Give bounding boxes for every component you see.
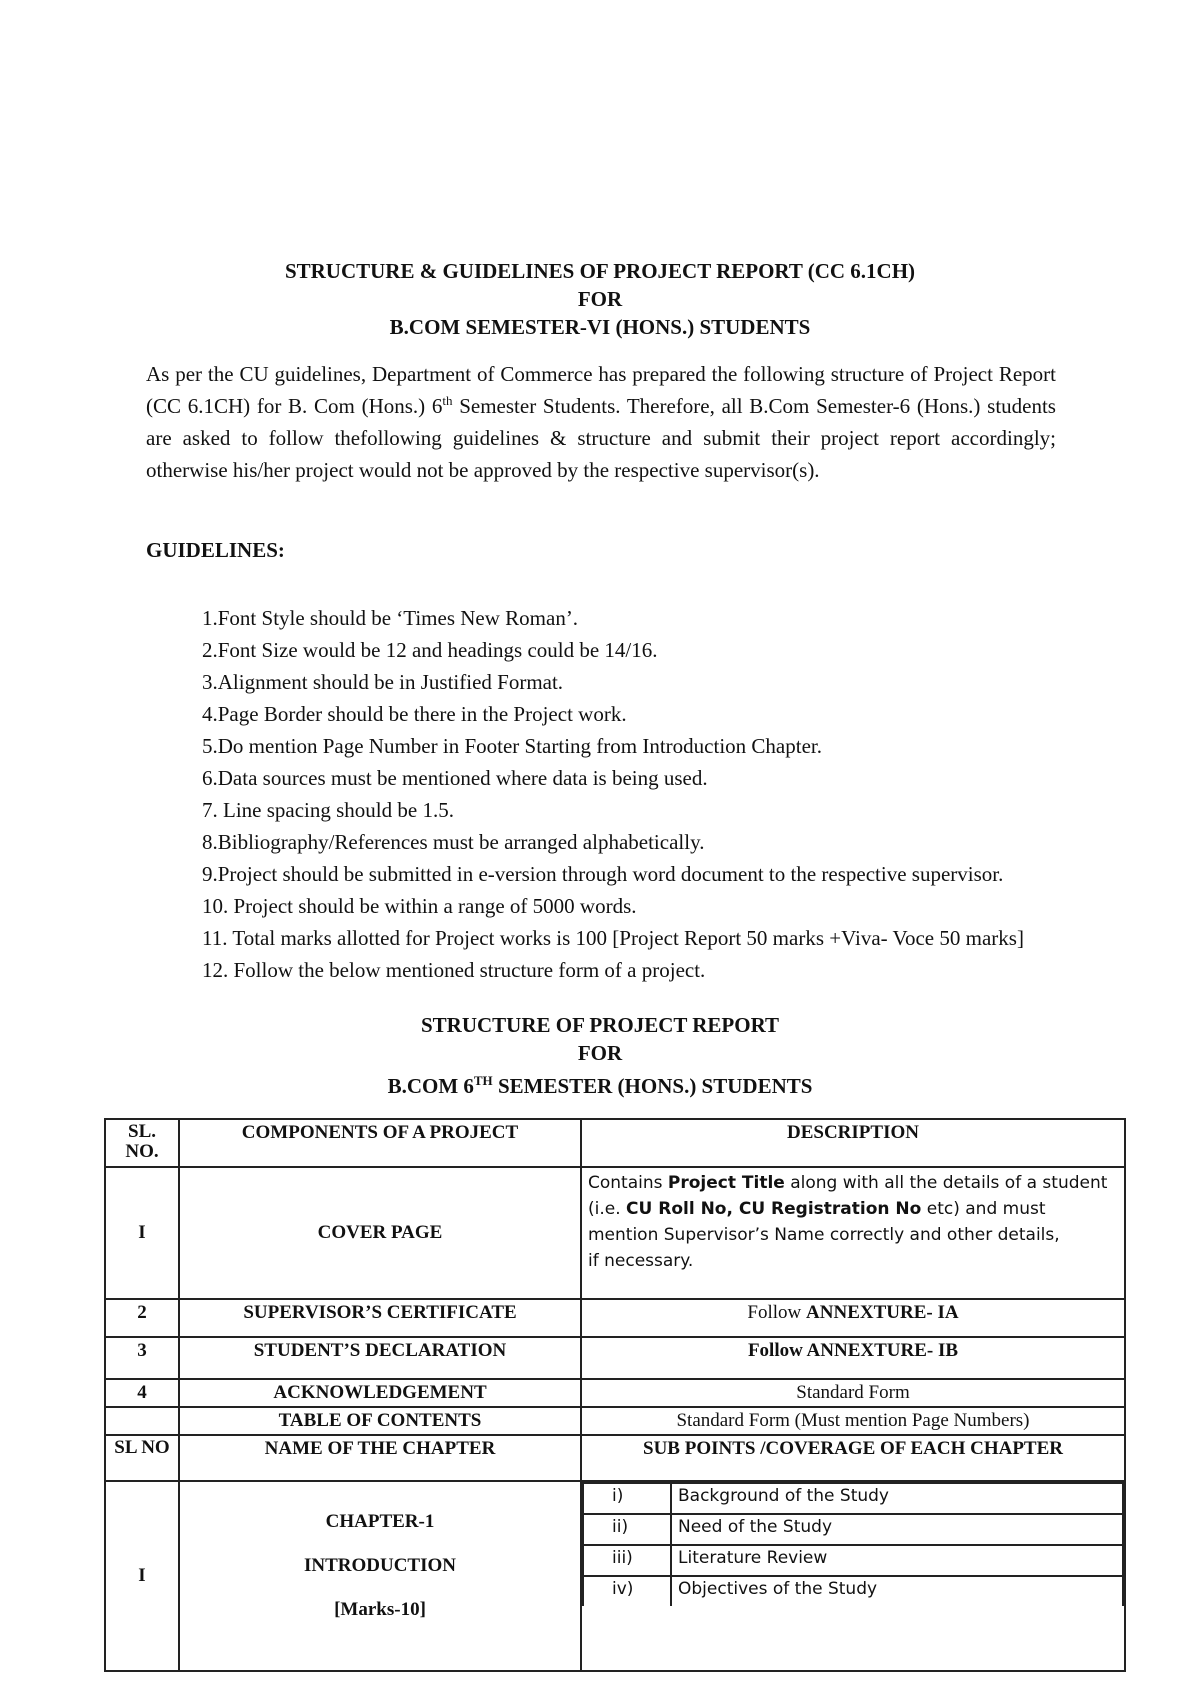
guideline-item: 12. Follow the below mentioned structure form of a project. bbox=[202, 958, 706, 982]
table-row bbox=[105, 1337, 1125, 1379]
structure-title-line-2: FOR bbox=[577, 1041, 623, 1065]
guideline-item: 11. Total marks allotted for Project works is 100 [Project Report 50 marks +Viva- Voce 50 marks] bbox=[202, 926, 1024, 950]
structure-title-sup: TH bbox=[473, 1073, 493, 1088]
cover-desc-bold: Project Title bbox=[667, 1173, 785, 1193]
chapter1-heading: INTRODUCTION bbox=[303, 1555, 457, 1576]
guideline-item: 10. Project should be within a range of 5000 words. bbox=[202, 894, 637, 918]
intro-sup: th bbox=[442, 393, 453, 408]
supervisor-desc-text: Follow bbox=[747, 1302, 807, 1323]
declaration-description: Follow ANNEXTURE- IB bbox=[581, 1337, 1125, 1379]
guideline-item: 6.Data sources must be mentioned where data is being used. bbox=[202, 766, 708, 790]
chapter-header-row bbox=[105, 1435, 1125, 1481]
doc-title-line-2: FOR bbox=[577, 287, 623, 311]
cover-desc-text: along with all the details of a student (i.e. bbox=[588, 1173, 1108, 1219]
table-row bbox=[105, 1407, 1125, 1435]
cover-sl: I bbox=[105, 1167, 179, 1299]
list-item bbox=[583, 1483, 1123, 1514]
chapter1-title: CHAPTER-1 bbox=[325, 1511, 435, 1532]
ack-component: ACKNOWLEDGEMENT bbox=[179, 1379, 581, 1407]
list-item bbox=[583, 1576, 1123, 1606]
supervisor-sl: 2 bbox=[105, 1299, 179, 1337]
toc-sl bbox=[105, 1407, 179, 1435]
table-row bbox=[105, 1299, 1125, 1337]
point-number: iii) bbox=[583, 1545, 671, 1576]
table-row bbox=[105, 1167, 1125, 1299]
guideline-item: 3.Alignment should be in Justified Format. bbox=[202, 670, 564, 694]
intro-text-2: Semester Students. Therefore, all B.Com Semester-6 (Hons.) students are asked to follow thefollowing guidelines & structure and submit their project report accordingly; otherwise his/her project would not be approved by the respective supervisor(s). bbox=[146, 394, 1056, 482]
chapter-header-sl: SL NO bbox=[105, 1435, 179, 1481]
guideline-item: 4.Page Border should be there in the Project work. bbox=[202, 702, 627, 726]
table-row bbox=[105, 1481, 1125, 1671]
list-item bbox=[583, 1545, 1123, 1576]
header-description: DESCRIPTION bbox=[581, 1119, 1125, 1167]
supervisor-desc-bold: ANNEXTURE- IA bbox=[806, 1302, 959, 1323]
chapter1-points bbox=[581, 1481, 1125, 1671]
declaration-component: STUDENT’S DECLARATION bbox=[179, 1337, 581, 1379]
cover-description bbox=[581, 1167, 1125, 1299]
cover-component: COVER PAGE bbox=[179, 1167, 581, 1299]
ack-description: Standard Form bbox=[581, 1379, 1125, 1407]
structure-title-line-1: STRUCTURE OF PROJECT REPORT bbox=[420, 1013, 780, 1037]
guideline-item: 8.Bibliography/References must be arranged alphabetically. bbox=[202, 830, 705, 854]
ack-sl: 4 bbox=[105, 1379, 179, 1407]
chapter-header-sub: SUB POINTS /COVERAGE OF EACH CHAPTER bbox=[581, 1435, 1125, 1481]
declaration-sl: 3 bbox=[105, 1337, 179, 1379]
guideline-item: 7. Line spacing should be 1.5. bbox=[202, 798, 454, 822]
guideline-item: 5.Do mention Page Number in Footer Starting from Introduction Chapter. bbox=[202, 734, 822, 758]
chapter1-points-list bbox=[582, 1482, 1124, 1606]
table-row bbox=[105, 1379, 1125, 1407]
chapter-header-name: NAME OF THE CHAPTER bbox=[179, 1435, 581, 1481]
cover-desc-text: if necessary. bbox=[588, 1251, 694, 1271]
toc-description: Standard Form (Must mention Page Numbers) bbox=[581, 1407, 1125, 1435]
guideline-item: 1.Font Style should be ‘Times New Roman’. bbox=[202, 606, 579, 630]
doc-title-line-1: STRUCTURE & GUIDELINES OF PROJECT REPORT (CC 6.1CH) bbox=[284, 259, 916, 283]
supervisor-component: SUPERVISOR’S CERTIFICATE bbox=[179, 1299, 581, 1337]
structure-title-text-b: SEMESTER (HONS.) STUDENTS bbox=[492, 1074, 813, 1098]
structure-title-line-3 bbox=[0, 1067, 1200, 1100]
chapter1-marks: [Marks-10] bbox=[334, 1599, 426, 1620]
cover-desc-bold: CU Roll No, CU Registration No bbox=[626, 1199, 922, 1219]
point-number: i) bbox=[583, 1483, 671, 1514]
intro-paragraph bbox=[146, 358, 1056, 486]
chapter1-name bbox=[179, 1481, 581, 1671]
header-components: COMPONENTS OF A PROJECT bbox=[179, 1119, 581, 1167]
header-sl-no: SL. NO. bbox=[105, 1119, 179, 1167]
toc-component: TABLE OF CONTENTS bbox=[179, 1407, 581, 1435]
guideline-item: 9.Project should be submitted in e-version through word document to the respective supervisor. bbox=[202, 862, 1004, 886]
point-text: Objectives of the Study bbox=[671, 1576, 1123, 1606]
table-header-row bbox=[105, 1119, 1125, 1167]
list-item bbox=[583, 1514, 1123, 1545]
cover-desc-text: Contains bbox=[588, 1173, 668, 1193]
point-text: Literature Review bbox=[671, 1545, 1123, 1576]
guidelines-heading: GUIDELINES: bbox=[146, 538, 285, 562]
guideline-item: 2.Font Size would be 12 and headings could be 14/16. bbox=[202, 638, 658, 662]
point-text: Need of the Study bbox=[671, 1514, 1123, 1545]
point-number: iv) bbox=[583, 1576, 671, 1606]
supervisor-description bbox=[581, 1299, 1125, 1337]
intro-text-1: As per the CU guidelines, Department of Commerce has prepared the following structure of Project Report (CC 6.1CH) for B. Com (Hons.) 6 bbox=[146, 362, 1056, 418]
cover-desc-text: etc) and must mention Supervisor’s Name correctly and other details, bbox=[588, 1199, 1060, 1245]
structure-table bbox=[104, 1118, 1126, 1672]
point-text: Background of the Study bbox=[671, 1483, 1123, 1514]
guidelines-list bbox=[202, 602, 1024, 986]
doc-title-line-3: B.COM SEMESTER-VI (HONS.) STUDENTS bbox=[389, 315, 811, 339]
chapter1-sl: I bbox=[105, 1481, 179, 1671]
point-number: ii) bbox=[583, 1514, 671, 1545]
structure-title-text-a: B.COM 6 bbox=[387, 1074, 474, 1098]
